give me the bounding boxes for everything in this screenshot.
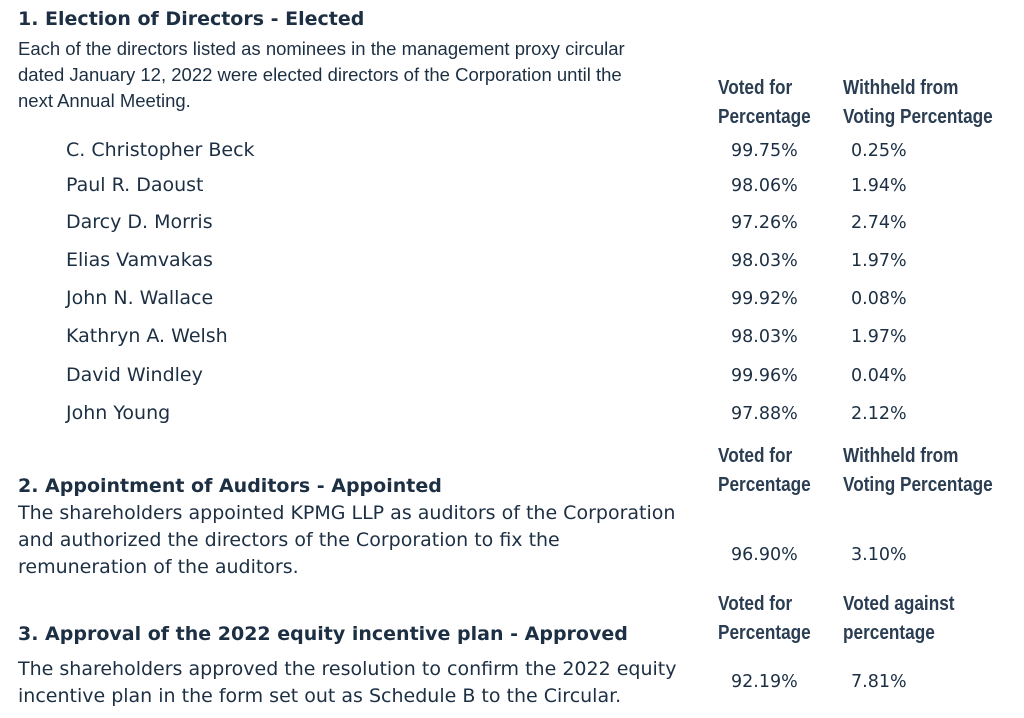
director-voted-for: 98.03%: [731, 251, 798, 271]
section3-col-against-line-1: Voted against: [843, 593, 955, 615]
section2-description-line-3: remuneration of the auditors.: [18, 556, 299, 578]
director-withheld: 0.04%: [851, 366, 907, 386]
section1-col-for-line-1: Voted for: [718, 77, 793, 99]
section1-col-for-line-2: Percentage: [718, 106, 811, 128]
section2-col-for-line-2: Percentage: [718, 474, 811, 496]
section3-col-against-header: [843, 590, 955, 648]
director-voted-for: 97.26%: [731, 213, 798, 233]
section3-col-against-line-2: percentage: [843, 622, 935, 644]
section3-voted-for: 92.19%: [731, 672, 798, 692]
section3-voted-against: 7.81%: [851, 672, 907, 692]
director-withheld: 2.12%: [851, 404, 907, 424]
section3-col-for-line-1: Voted for: [718, 593, 793, 615]
section3-heading: 3. Approval of the 2022 equity incentive plan - Approved: [18, 623, 628, 645]
section1-description-line-2: dated January 12, 2022 were elected directors of the Corporation until the: [18, 64, 622, 85]
director-withheld: 1.94%: [851, 176, 907, 196]
section2-description-line-2: and authorized the directors of the Corporation to fix the: [18, 529, 560, 551]
section1-description-line-3: next Annual Meeting.: [18, 90, 191, 111]
section3-col-for-line-2: Percentage: [718, 622, 811, 644]
section2-col-withheld-header: [843, 442, 993, 500]
section2-col-for-header: [718, 442, 811, 500]
section2-description-line-1: The shareholders appointed KPMG LLP as auditors of the Corporation: [18, 502, 676, 524]
director-voted-for: 99.75%: [731, 141, 798, 161]
director-withheld: 2.74%: [851, 213, 907, 233]
director-voted-for: 97.88%: [731, 404, 798, 424]
section2-heading: 2. Appointment of Auditors - Appointed: [18, 475, 442, 497]
section1-col-withheld-line-1: Withheld from: [843, 77, 959, 99]
director-name: Elias Vamvakas: [66, 249, 213, 271]
director-name: John N. Wallace: [66, 287, 214, 309]
section3-description-line-2: incentive plan in the form set out as Schedule B to the Circular.: [18, 685, 622, 707]
director-withheld: 1.97%: [851, 251, 907, 271]
director-voted-for: 99.92%: [731, 289, 798, 309]
section2-col-for-line-1: Voted for: [718, 445, 793, 467]
section1-col-withheld-header: [843, 74, 993, 132]
director-voted-for: 99.96%: [731, 366, 798, 386]
section3-description-line-1: The shareholders approved the resolution to confirm the 2022 equity: [18, 658, 677, 680]
director-voted-for: 98.06%: [731, 176, 798, 196]
director-withheld: 0.25%: [851, 141, 907, 161]
section1-description-line-1: Each of the directors listed as nominees in the management proxy circular: [18, 38, 625, 59]
director-name: Paul R. Daoust: [66, 174, 204, 196]
director-withheld: 0.08%: [851, 289, 907, 309]
director-name: David Windley: [66, 364, 203, 386]
director-name: Kathryn A. Welsh: [66, 325, 228, 347]
section2-voted-for: 96.90%: [731, 545, 798, 565]
section2-col-withheld-line-1: Withheld from: [843, 445, 959, 467]
director-name: C. Christopher Beck: [66, 139, 255, 161]
director-name: John Young: [66, 402, 171, 424]
section2-col-withheld-line-2: Voting Percentage: [843, 474, 993, 496]
section1-col-for-header: [718, 74, 811, 132]
section1-col-withheld-line-2: Voting Percentage: [843, 106, 993, 128]
section3-col-for-header: [718, 590, 811, 648]
section1-heading: 1. Election of Directors - Elected: [18, 8, 365, 30]
director-voted-for: 98.03%: [731, 327, 798, 347]
director-withheld: 1.97%: [851, 327, 907, 347]
director-name: Darcy D. Morris: [66, 211, 213, 233]
section2-withheld: 3.10%: [851, 545, 907, 565]
